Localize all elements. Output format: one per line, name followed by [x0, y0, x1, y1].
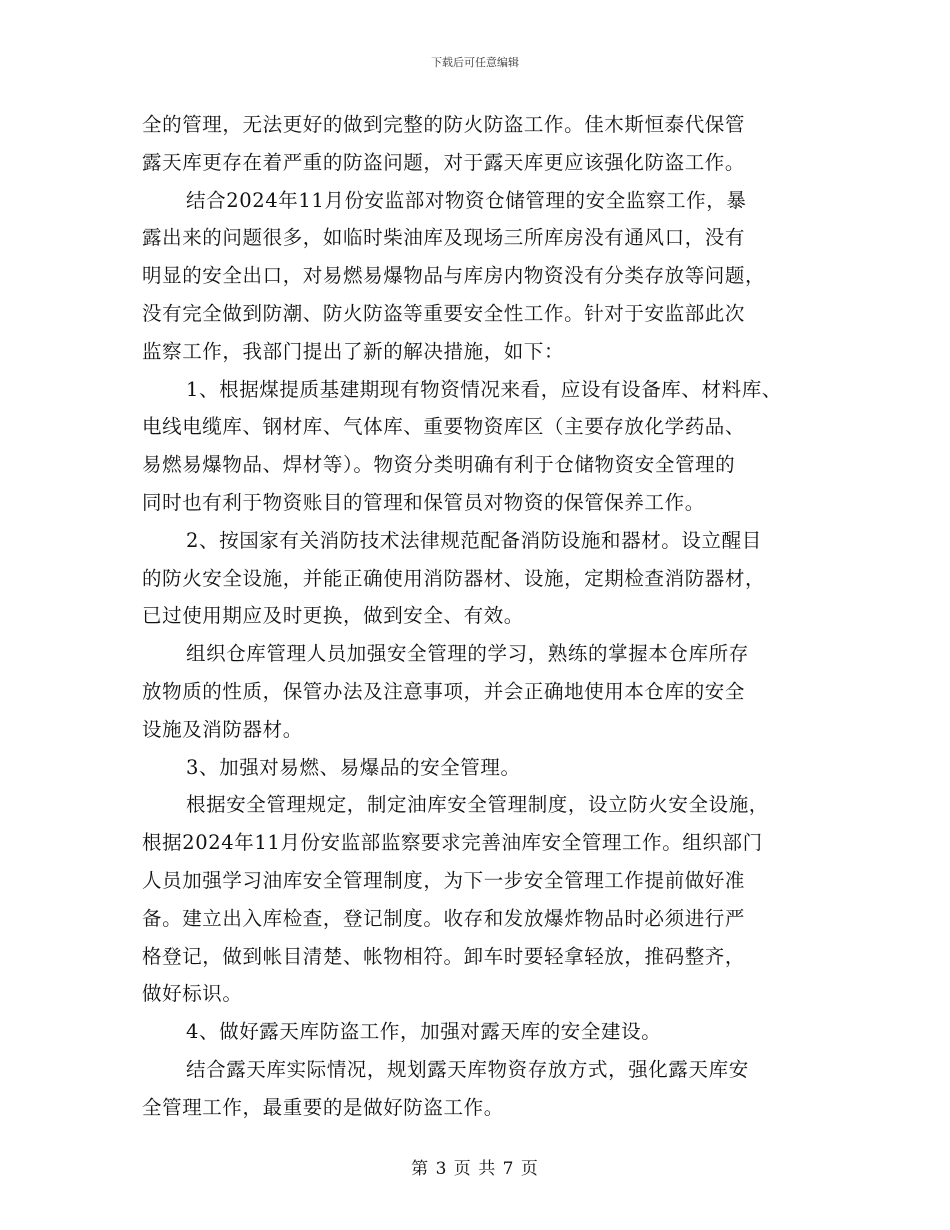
text-line: 露天库更存在着严重的防盗问题，对于露天库更应该强化防盗工作。 [142, 150, 746, 174]
text-line: 电线电缆库、钢材库、气体库、重要物资库区（主要存放化学药品、 [142, 415, 746, 439]
text-line: 结合露天库实际情况，规划露天库物资存放方式，强化露天库安 [186, 1057, 749, 1081]
text-line: 根据安全管理规定，制定油库安全管理制度，设立防火安全设施， [186, 793, 769, 817]
text-line: 明显的安全出口，对易燃易爆物品与库房内物资没有分类存放等问题， [142, 264, 766, 288]
document-body [142, 106, 832, 1127]
text-line: 监察工作，我部门提出了新的解决措施，如下： [142, 339, 565, 363]
text-line: 人员加强学习油库安全管理制度，为下一步安全管理工作提前做好准 [142, 868, 746, 892]
text-line: 做好标识。 [142, 982, 243, 1006]
text-line: 全管理工作，最重要的是做好防盗工作。 [142, 1095, 504, 1119]
text-line: 结合2024年11月份安监部对物资仓储管理的安全监察工作，暴 [186, 188, 747, 212]
text-line: 根据2024年11月份安监部监察要求完善油库安全管理工作。组织部门 [142, 831, 763, 855]
download-note: 下载后可任意编辑 [431, 56, 519, 69]
text-line: 没有完全做到防潮、防火防盗等重要安全性工作。针对于安监部此次 [142, 301, 746, 325]
page-number-footer: 第 3 页 共 7 页 [411, 1159, 539, 1179]
text-line: 备。建立出入库检查，登记制度。收存和发放爆炸物品时必须进行严 [142, 906, 746, 930]
text-line: 露出来的问题很多，如临时柴油库及现场三所库房没有通风口，没有 [142, 226, 746, 250]
text-line: 4、做好露天库防盗工作，加强对露天库的安全建设。 [186, 1020, 662, 1044]
text-line: 1、根据煤提质基建期现有物资情况来看，应设有设备库、材料库、 [186, 377, 782, 401]
text-line: 已过使用期应及时更换，做到安全、有效。 [142, 604, 524, 628]
text-line: 2、按国家有关消防技术法律规范配备消防设施和器材。设立醒目 [186, 528, 762, 552]
text-line: 组织仓库管理人员加强安全管理的学习，熟练的掌握本仓库所存 [186, 642, 749, 666]
text-line: 3、加强对易燃、易爆品的安全管理。 [186, 755, 521, 779]
text-line: 设施及消防器材。 [142, 717, 303, 741]
text-line: 同时也有利于物资账目的管理和保管员对物资的保管保养工作。 [142, 490, 705, 514]
text-line: 放物质的性质，保管办法及注意事项，并会正确地使用本仓库的安全 [142, 679, 746, 703]
text-line: 全的管理，无法更好的做到完整的防火防盗工作。佳木斯恒泰代保管 [142, 113, 746, 136]
text-line: 格登记，做到帐目清楚、帐物相符。卸车时要轻拿轻放，推码整齐， [142, 944, 746, 968]
text-line: 的防火安全设施，并能正确使用消防器材、设施，定期检查消防器材， [142, 566, 766, 590]
text-line: 易燃易爆物品、焊材等）。物资分类明确有利于仓储物资安全管理的 [142, 453, 736, 477]
